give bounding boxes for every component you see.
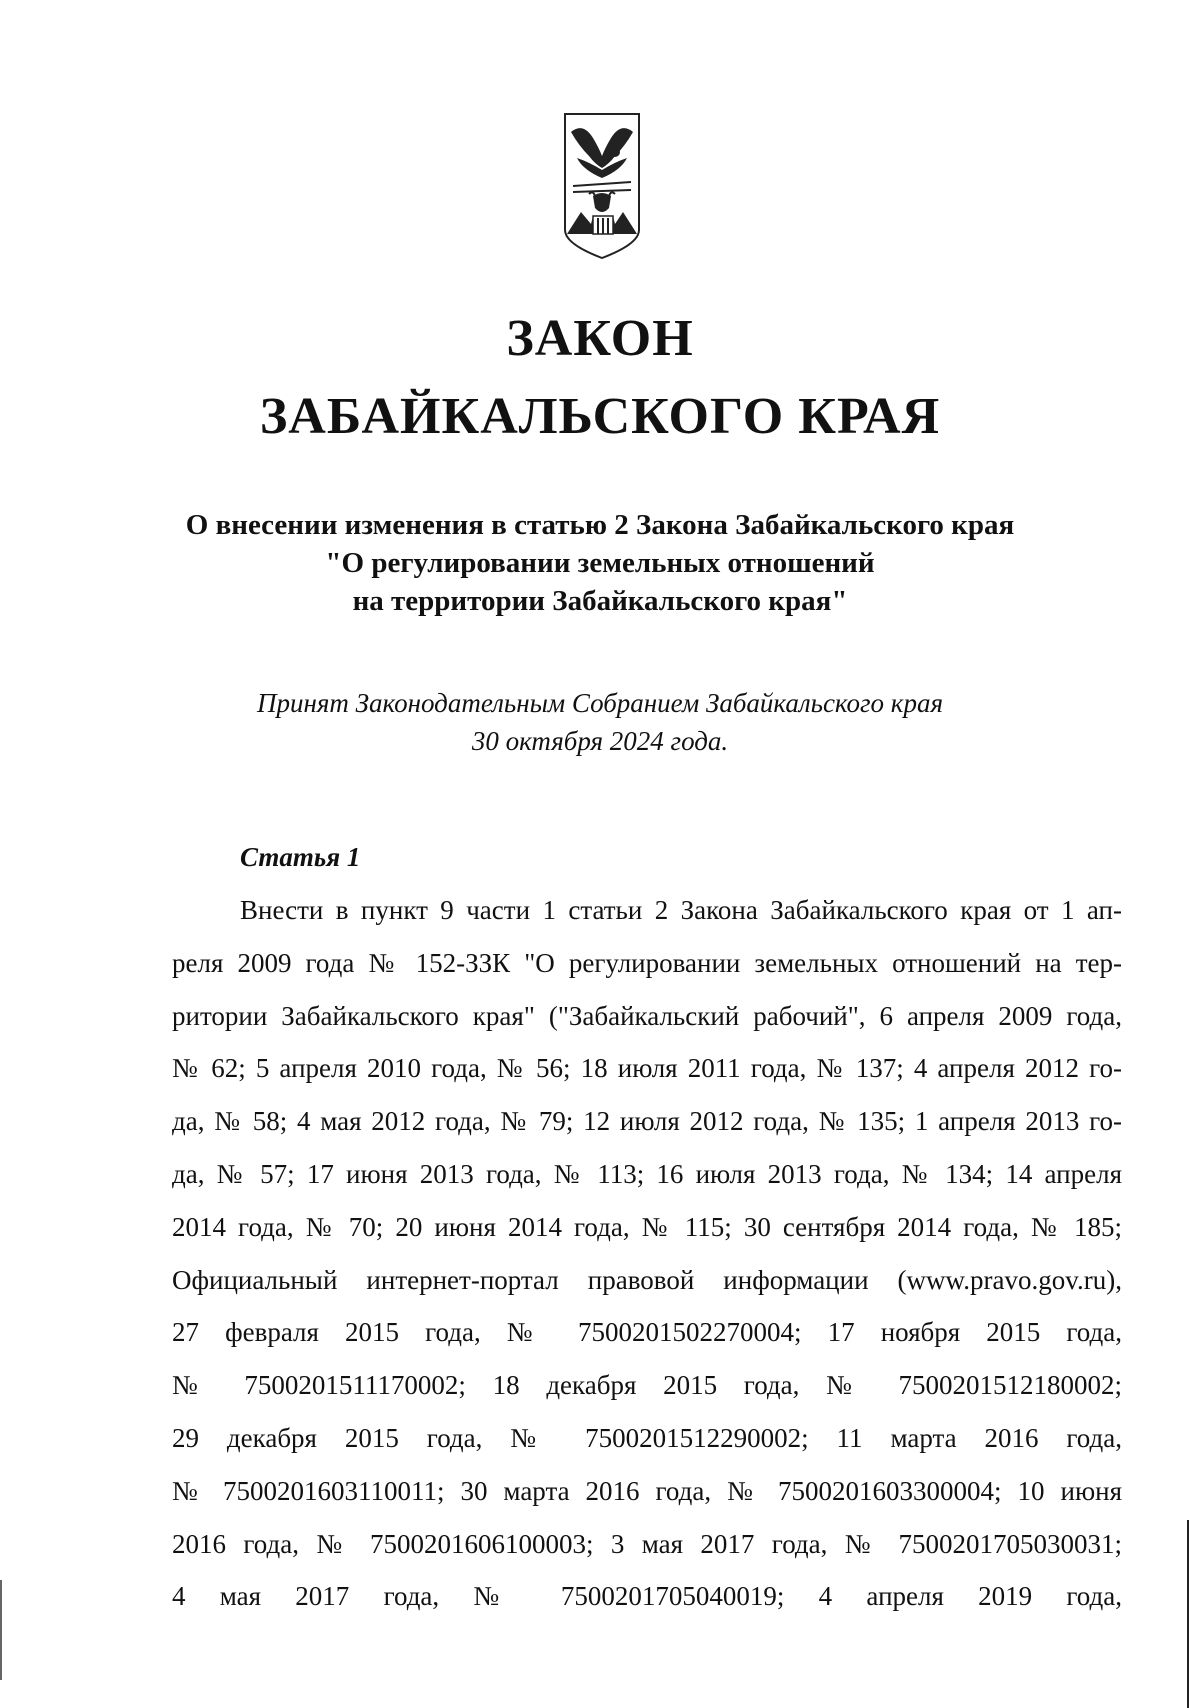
article-line: ритории Забайкальского края" ("Забайкальский рабочий", 6 апреля 2009 года,	[172, 1000, 1122, 1031]
article-line: 2014 года, № 70; 20 июня 2014 года, № 115; 30 сентября 2014 года, № 185;	[172, 1211, 1122, 1242]
law-title-line-1: ЗАКОН	[506, 310, 694, 367]
law-title-line-2: ЗАБАЙКАЛЬСКОГО КРАЯ	[259, 388, 941, 445]
article-line: 4 мая 2017 года, № 7500201705040019; 4 апреля 2019 года,	[172, 1581, 1122, 1612]
article-line: № 7500201603110011; 30 марта 2016 года, № 7500201603300004; 10 июня	[172, 1475, 1122, 1506]
article-line: 27 февраля 2015 года, № 7500201502270004; 17 ноября 2015 года,	[172, 1317, 1122, 1348]
adoption-note-line-1: Принят Законодательным Собранием Забайкальского края	[256, 688, 943, 718]
adoption-note-line-2: 30 октября 2024 года.	[471, 726, 729, 756]
scan-edge-mark	[1187, 1520, 1189, 1708]
coat-of-arms-icon	[563, 112, 641, 260]
article-line: № 7500201511170002; 18 декабря 2015 года, № 7500201512180002;	[172, 1370, 1122, 1401]
adoption-note	[0, 684, 1200, 760]
scan-edge-mark	[0, 1580, 2, 1680]
law-subject-line-2: "О регулировании земельных отношений	[325, 547, 875, 579]
law-subject-line-3: на территории Забайкальского края"	[352, 585, 848, 617]
article-line: Официальный интернет-портал правовой информации (www.pravo.gov.ru),	[172, 1264, 1122, 1295]
article-body	[172, 884, 1122, 1623]
article-line: да, № 58; 4 мая 2012 года, № 79; 12 июля 2012 года, № 135; 1 апреля 2013 го-	[172, 1106, 1122, 1137]
law-title	[0, 300, 1200, 456]
article-line: № 62; 5 апреля 2010 года, № 56; 18 июля 2011 года, № 137; 4 апреля 2012 го-	[172, 1053, 1122, 1084]
article-line: 2016 года, № 7500201606100003; 3 мая 2017 года, № 7500201705030031;	[172, 1528, 1122, 1559]
law-subject-line-1: О внесении изменения в статью 2 Закона Забайкальского края	[185, 509, 1015, 541]
law-subject	[90, 506, 1110, 620]
article-heading: Статья 1	[240, 842, 361, 872]
article-line: 29 декабря 2015 года, № 7500201512290002; 11 марта 2016 года,	[172, 1422, 1122, 1453]
article-line: Внести в пункт 9 части 1 статьи 2 Закона Забайкальского края от 1 ап-	[240, 895, 1122, 925]
article-line: реля 2009 года № 152-ЗЗК "О регулировании земельных отношений на тер-	[172, 947, 1122, 978]
article-line: да, № 57; 17 июня 2013 года, № 113; 16 июля 2013 года, № 134; 14 апреля	[172, 1158, 1122, 1189]
